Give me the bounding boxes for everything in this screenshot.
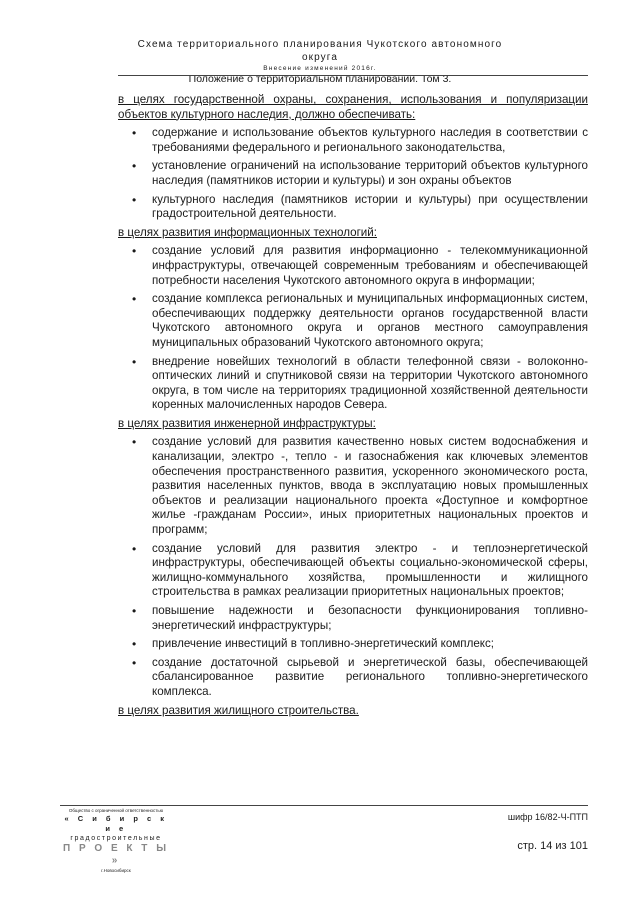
document-subtitle: Внесение изменений 2016г. xyxy=(263,65,377,72)
list-item xyxy=(118,159,588,188)
list-item-text: внедрение новейших технологий в области телефонной связи - волоконно-оптических линий и спутниковой связи на территории Чукотского автономного округа, в том числе на территориях традиционной хозяйственной деятельности коренных малочисленных народов Севера. xyxy=(152,354,588,412)
list-item xyxy=(118,604,588,633)
list-item-text: культурного наследия (памятников истории и культуры) при осуществлении градостроительной деятельности. xyxy=(152,192,588,221)
bullet-icon: • xyxy=(132,604,137,618)
section-title: в целях развития инженерной инфраструктуры: xyxy=(118,416,376,430)
header-divider xyxy=(118,75,588,76)
section-engineering-infrastructure xyxy=(118,417,588,700)
bullet-icon: • xyxy=(132,354,137,369)
list-item xyxy=(118,193,588,222)
document-body xyxy=(118,93,588,718)
list-item xyxy=(118,292,588,350)
list-item-text: содержание и использование объектов культурного наследия в соответствии с требованиями федерального и регионального законодательства, xyxy=(152,126,588,154)
section-housing-construction xyxy=(118,704,588,719)
list-item xyxy=(118,244,588,288)
section-information-technology xyxy=(118,226,588,413)
document-code: шифр 16/82-Ч-ПТП xyxy=(507,812,588,822)
list-item xyxy=(118,355,588,413)
list-item xyxy=(118,542,588,600)
section-title: в целях развития жилищного строительства. xyxy=(118,703,359,717)
bullet-icon: • xyxy=(132,292,137,307)
list-item-text: создание условий для развития информационно - телекоммуникационной инфраструктуры, отвечающей современным требованиям и обеспечивающей потребности населения Чукотского автономного округа в информации; xyxy=(152,244,588,287)
list-item-text: привлечение инвестиций в топливно-энергетический комплекс; xyxy=(152,637,495,651)
logo-city: г.Новосибирск xyxy=(101,868,131,873)
footer-divider xyxy=(60,805,588,806)
list-item-text: установление ограничений на использование территорий объектов культурного наследия (памятников истории и культуры) и зон охраны объектов xyxy=(152,159,588,187)
bullet-icon: • xyxy=(132,541,137,556)
bullet-list xyxy=(118,244,588,413)
list-item xyxy=(118,637,588,652)
logo-projects: П Р О Е К Т Ы » xyxy=(63,843,169,866)
bullet-icon: • xyxy=(132,655,137,670)
list-item-text: создание условий для развития электро - и теплоэнергетической инфраструктуры, обеспечивающей объекты социально-экономической сферы, жилищно-коммунального хозяйства, промышленности и жилищного строительства в рамках реализации приоритетных национальных проектов; xyxy=(152,541,588,599)
list-item-text: создание достаточной сырьевой и энергетической базы, обеспечивающей сбалансированное развитие регионального топливно-энергетического комплекса. xyxy=(152,655,588,698)
bullet-icon: • xyxy=(132,192,137,207)
section-title: в целях развития информационных технологий: xyxy=(118,225,377,239)
section-cultural-heritage xyxy=(118,93,588,222)
bullet-icon: • xyxy=(132,637,137,652)
logo-name: « С и б и р с к и е xyxy=(64,814,168,833)
bullet-list xyxy=(118,126,588,222)
company-logo xyxy=(60,808,172,874)
page-number: стр. 14 из 101 xyxy=(517,840,588,852)
page-header xyxy=(118,38,522,86)
list-item xyxy=(118,435,588,537)
document-title: Схема территориального планирования Чукотского автономного округа xyxy=(137,39,503,63)
list-item xyxy=(118,656,588,700)
list-item-text: создание комплекса региональных и муниципальных информационных систем, обеспечивающих поддержку деятельности органов государственной власти Чукотского автономного округа и органов местного самоуправления муниципальных образований Чукотского автономного округа; xyxy=(152,292,588,349)
document-volume: Положение о территориальном планировании. Том 3. xyxy=(188,73,452,85)
list-item xyxy=(118,126,588,155)
bullet-icon: • xyxy=(132,244,137,259)
logo-subname: градостроительные xyxy=(70,835,162,842)
bullet-icon: • xyxy=(132,126,137,141)
section-title: в целях государственной охраны, сохранения, использования и популяризации объектов культурного наследия, должно обеспечивать: xyxy=(118,93,588,121)
list-item-text: повышение надежности и безопасности функционирования топливно-энергетический инфраструктуры; xyxy=(152,604,588,632)
list-item-text: создание условий для развития качественно новых систем водоснабжения и канализации, электро -, тепло - и газоснабжения как ключевых элементов обеспечения пространственного развития, ускоренного экономического роста, развития населенных пунктов, ввода в эксплуатацию новых промышленных объектов и реализации национального проекта «Доступное и комфортное жилье -гражданам России», иных приоритетных национальных проектов и программ; xyxy=(152,435,588,537)
bullet-icon: • xyxy=(132,159,137,174)
bullet-list xyxy=(118,435,588,699)
logo-caption: Общество с ограниченной ответственностью xyxy=(68,808,164,813)
bullet-icon: • xyxy=(132,435,137,450)
